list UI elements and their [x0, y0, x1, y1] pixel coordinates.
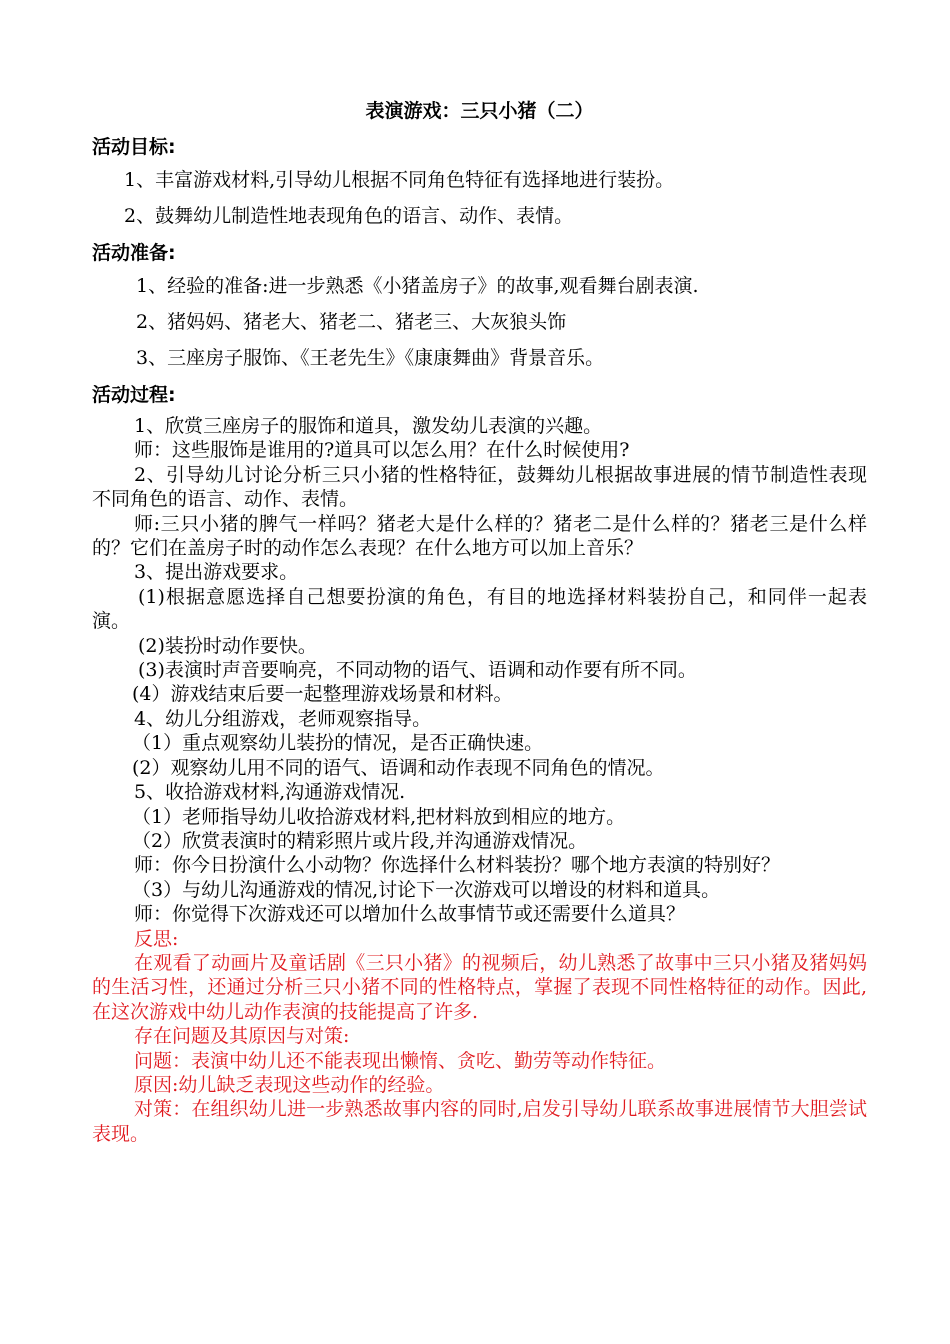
prep-heading: 活动准备: — [92, 242, 176, 264]
process-paragraph: 师：这些服饰是谁用的?道具可以怎么用？在什么时候使用? — [134, 439, 630, 462]
goals-list — [92, 162, 867, 234]
document-page — [92, 96, 867, 1146]
document-title: 表演游戏：三只小猪（二） — [365, 100, 594, 122]
reflection-problem: 问题：表演中幼儿还不能表现出懒惰、贪吃、勤劳等动作特征。 — [134, 1049, 667, 1072]
goal-item: 2、鼓舞幼儿制造性地表现角色的语言、动作、表情。 — [124, 205, 574, 227]
process-paragraph: (4）游戏结束后要一起整理游戏场景和材料。 — [132, 683, 513, 706]
process-paragraph: 3、提出游戏要求。 — [134, 561, 299, 584]
process-paragraph: 1、欣赏三座房子的服饰和道具，激发幼儿表演的兴趣。 — [134, 415, 603, 437]
prep-item: 3、三座房子服饰、《王老先生》《康康舞曲》背景音乐。 — [136, 347, 605, 369]
prep-list — [92, 268, 867, 376]
reflection-strategy: 对策：在组织幼儿进一步熟悉故事内容的同时,启发引导幼儿联系故事进展情节大胆尝试表现。 — [92, 1098, 867, 1145]
process-paragraph: (1)根据意愿选择自己想要扮演的角色，有目的地选择材料装扮自己，和同伴一起表演。 — [92, 585, 867, 633]
process-paragraph: （1）老师指导幼儿收拾游戏材料,把材料放到相应的地方。 — [132, 805, 626, 828]
process-paragraph: (2）观察幼儿用不同的语气、语调和动作表现不同角色的情况。 — [132, 756, 665, 779]
process-paragraph: 师：你觉得下次游戏还可以增加什么故事情节或还需要什么道具？ — [134, 903, 686, 926]
prep-item: 1、经验的准备:进一步熟悉《小猪盖房子》的故事,观看舞台剧表演. — [136, 275, 699, 297]
process-paragraph: 师:三只小猪的脾气一样吗？猪老大是什么样的？猪老二是什么样的？猪老三是什么样的？它们在盖房子时的动作怎么表现？在什么地方可以加上音乐？ — [92, 512, 867, 560]
goal-item: 1、丰富游戏材料,引导幼儿根据不同角色特征有选择地进行装扮。 — [124, 169, 675, 191]
process-paragraph: 5、收拾游戏材料,沟通游戏情况. — [134, 781, 406, 804]
goals-heading: 活动目标: — [92, 136, 176, 158]
reflection-cause: 原因:幼儿缺乏表现这些动作的经验。 — [134, 1073, 445, 1096]
reflection-heading: 反思: — [134, 927, 179, 950]
process-paragraph: 师：你今日扮演什么小动物？你选择什么材料装扮？哪个地方表演的特别好？ — [134, 854, 781, 877]
process-paragraph: (3)表演时声音要响亮，不同动物的语气、语调和动作要有所不同。 — [138, 659, 697, 682]
process-paragraph: （3）与幼儿沟通游戏的情况,讨论下一次游戏可以增设的材料和道具。 — [132, 878, 721, 901]
process-paragraph: (2)装扮时动作要快。 — [138, 634, 317, 657]
process-paragraph: 4、幼儿分组游戏，老师观察指导。 — [134, 707, 432, 730]
process-paragraph: 2、引导幼儿讨论分析三只小猪的性格特征，鼓舞幼儿根据故事进展的情节制造性表现不同角色的语言、动作、表情。 — [92, 463, 867, 511]
prep-item: 2、猪妈妈、猪老大、猪老二、猪老三、大灰狼头饰 — [136, 311, 567, 333]
process-paragraph: （2）欣赏表演时的精彩照片或片段,并沟通游戏情况。 — [132, 829, 588, 852]
process-body — [92, 414, 867, 1146]
process-paragraph: （1）重点观察幼儿装扮的情况，是否正确快速。 — [132, 732, 544, 755]
issues-heading: 存在问题及其原因与对策: — [134, 1025, 350, 1048]
process-heading: 活动过程: — [92, 384, 176, 406]
reflection-paragraph: 在观看了动画片及童话剧《三只小猪》的视频后，幼儿熟悉了故事中三只小猪及猪妈妈的生活习性，还通过分析三只小猪不同的性格特点，掌握了表现不同性格特征的动作。因此,在这次游戏中幼儿动作表演的技能提高了许多. — [92, 951, 867, 1023]
